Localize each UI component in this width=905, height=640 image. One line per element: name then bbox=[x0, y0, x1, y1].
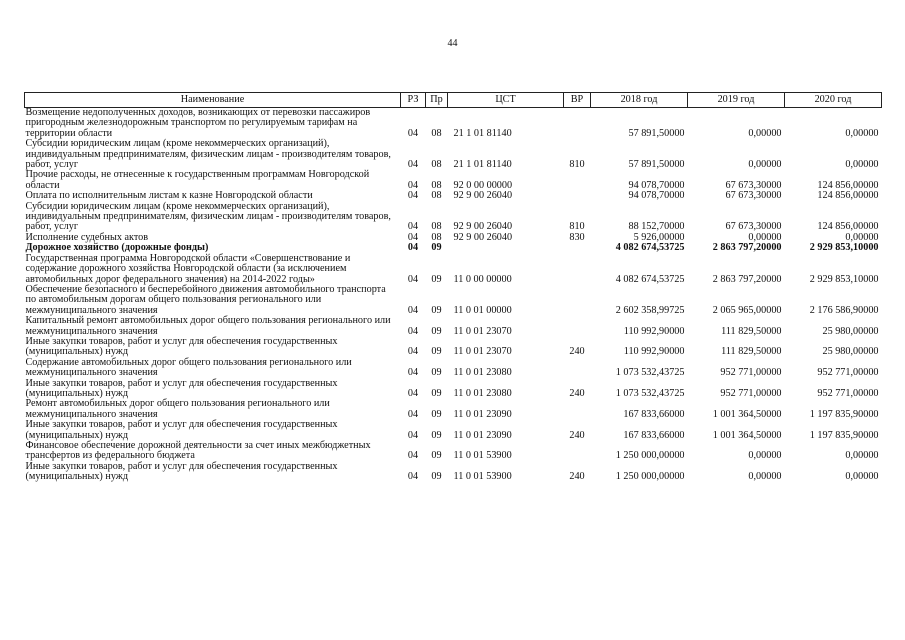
table-row bbox=[25, 441, 882, 462]
table-header-row bbox=[25, 93, 882, 108]
row-vr: 830 bbox=[569, 231, 585, 243]
row-pr: 09 bbox=[431, 408, 442, 420]
row-rz: 04 bbox=[407, 179, 419, 191]
row-name: Прочие расходы, не отнесенные к государственным программам Новгородской области bbox=[25, 169, 370, 191]
row-pr: 08 bbox=[431, 127, 442, 139]
row-2018: 88 152,70000 bbox=[628, 221, 685, 233]
row-cst: 11 0 01 23080 bbox=[453, 367, 512, 379]
row-vr: 810 bbox=[569, 159, 585, 171]
row-vr bbox=[564, 399, 591, 420]
row-pr: 09 bbox=[431, 346, 442, 358]
row-cst: 11 0 01 53900 bbox=[453, 471, 512, 483]
row-2018: 167 833,66000 bbox=[623, 408, 685, 420]
table-row bbox=[25, 285, 882, 316]
row-pr: 08 bbox=[431, 190, 442, 202]
table-row bbox=[25, 462, 882, 483]
header-2019: 2019 год bbox=[688, 93, 785, 108]
row-cst: 11 0 01 23090 bbox=[453, 429, 512, 441]
row-vr: 810 bbox=[569, 221, 585, 233]
row-cst: 11 0 00 00000 bbox=[453, 273, 512, 285]
row-2020: 952 771,00000 bbox=[817, 387, 879, 399]
row-2018: 1 250 000,00000 bbox=[615, 450, 685, 462]
row-vr bbox=[564, 254, 591, 285]
row-cst: 21 1 01 81140 bbox=[453, 127, 512, 139]
row-rz: 04 bbox=[407, 231, 419, 243]
row-vr: 240 bbox=[569, 346, 585, 358]
row-pr: 08 bbox=[431, 159, 442, 171]
row-name: Иные закупки товаров, работ и услуг для обеспечения государственных (муниципальных) нужд bbox=[25, 377, 338, 399]
row-2020: 0,00000 bbox=[845, 450, 879, 462]
row-rz: 04 bbox=[407, 471, 419, 483]
row-name: Иные закупки товаров, работ и услуг для обеспечения государственных (муниципальных) нужд bbox=[25, 460, 338, 483]
table-row bbox=[25, 108, 882, 140]
row-pr: 09 bbox=[431, 304, 442, 316]
row-vr bbox=[564, 441, 591, 462]
row-name: Субсидии юридическим лицам (кроме некоммерческих организаций), индивидуальным предпринимателям, физическим лицам - производителям товаров, работ, услуг bbox=[25, 138, 391, 171]
row-name: Возмещение недополученных доходов, возникающих от перевозки пассажиров пригородным железнодорожным транспортом по регулируемым тарифам на территории области bbox=[25, 107, 371, 139]
row-vr bbox=[564, 191, 591, 201]
row-cst: 11 0 01 23070 bbox=[453, 325, 512, 337]
row-2020: 952 771,00000 bbox=[817, 367, 879, 379]
row-cst: 11 0 01 53900 bbox=[453, 450, 512, 462]
row-rz: 04 bbox=[407, 273, 419, 285]
row-2019: 952 771,00000 bbox=[720, 387, 782, 399]
row-pr: 08 bbox=[431, 221, 442, 233]
row-rz: 04 bbox=[407, 159, 419, 171]
header-pr: Пр bbox=[426, 93, 448, 108]
table-row bbox=[25, 170, 882, 191]
row-2018: 57 891,50000 bbox=[628, 127, 685, 139]
row-2019: 0,00000 bbox=[748, 471, 782, 483]
row-pr: 09 bbox=[431, 387, 442, 399]
row-2020: 124 856,00000 bbox=[817, 221, 879, 233]
row-cst: 11 0 01 23070 bbox=[453, 346, 512, 358]
row-2019: 2 863 797,20000 bbox=[712, 273, 782, 285]
row-rz: 04 bbox=[407, 127, 419, 139]
row-name: Оплата по исполнительным листам к казне Новгородской области bbox=[25, 190, 313, 202]
row-pr: 09 bbox=[431, 429, 442, 441]
row-2018: 4 082 674,53725 bbox=[615, 242, 685, 254]
row-rz: 04 bbox=[407, 190, 419, 202]
row-2019: 111 829,50000 bbox=[721, 346, 782, 358]
row-rz: 04 bbox=[407, 408, 419, 420]
row-rz: 04 bbox=[407, 346, 419, 358]
row-pr: 08 bbox=[431, 231, 442, 243]
row-2019: 0,00000 bbox=[748, 159, 782, 171]
row-name: Содержание автомобильных дорог общего пользования регионального или межмуниципального значения bbox=[25, 356, 352, 379]
row-2018: 110 992,90000 bbox=[623, 325, 685, 337]
row-2019: 67 673,30000 bbox=[725, 190, 782, 202]
row-rz: 04 bbox=[407, 325, 419, 337]
table-row bbox=[25, 358, 882, 379]
header-cst: ЦСТ bbox=[448, 93, 564, 108]
row-vr: 240 bbox=[569, 429, 585, 441]
row-2018: 1 073 532,43725 bbox=[615, 367, 685, 379]
row-name: Государственная программа Новгородской области «Совершенствование и содержание дорожного хозяйства Новгородской области (за исключением автомобильных дорог федерального значения) на 2014-2022 годы» bbox=[25, 252, 351, 285]
row-vr bbox=[564, 170, 591, 191]
table-row bbox=[25, 202, 882, 233]
row-vr: 240 bbox=[569, 387, 585, 399]
row-name: Исполнение судебных актов bbox=[25, 231, 149, 243]
row-name: Капитальный ремонт автомобильных дорог общего пользования регионального или межмуниципального значения bbox=[25, 315, 391, 337]
header-rz: РЗ bbox=[401, 93, 426, 108]
row-pr: 09 bbox=[431, 242, 442, 254]
row-2018: 2 602 358,99725 bbox=[615, 304, 685, 316]
row-2020: 2 929 853,10000 bbox=[809, 242, 879, 254]
row-2019: 67 673,30000 bbox=[725, 179, 782, 191]
row-pr: 09 bbox=[431, 325, 442, 337]
header-vr: ВР bbox=[564, 93, 591, 108]
row-cst: 11 0 01 23090 bbox=[453, 408, 512, 420]
row-2020: 2 929 853,10000 bbox=[809, 273, 879, 285]
page-number: 44 bbox=[447, 38, 458, 49]
row-2019: 1 001 364,50000 bbox=[712, 429, 782, 441]
row-2019: 0,00000 bbox=[748, 450, 782, 462]
budget-table bbox=[24, 92, 882, 483]
row-name: Иные закупки товаров, работ и услуг для обеспечения государственных (муниципальных) нужд bbox=[25, 335, 338, 358]
row-2020: 1 197 835,90000 bbox=[809, 429, 879, 441]
header-name: Наименование bbox=[25, 93, 401, 108]
row-name: Ремонт автомобильных дорог общего пользования регионального или межмуниципального значения bbox=[25, 398, 330, 420]
row-2019: 1 001 364,50000 bbox=[712, 408, 782, 420]
row-2019: 952 771,00000 bbox=[720, 367, 782, 379]
row-2020: 25 980,00000 bbox=[822, 325, 879, 337]
row-2018: 94 078,70000 bbox=[628, 179, 685, 191]
row-rz: 04 bbox=[407, 367, 419, 379]
row-2020: 25 980,00000 bbox=[822, 346, 879, 358]
row-pr: 08 bbox=[431, 179, 442, 191]
row-rz: 04 bbox=[407, 450, 419, 462]
row-rz: 04 bbox=[407, 387, 419, 399]
row-vr bbox=[564, 285, 591, 316]
row-cst: 92 0 00 00000 bbox=[453, 179, 513, 191]
table-row bbox=[25, 316, 882, 337]
row-2018: 5 926,00000 bbox=[633, 231, 685, 243]
row-2020: 0,00000 bbox=[845, 159, 879, 171]
row-pr: 09 bbox=[431, 273, 442, 285]
table-row bbox=[25, 420, 882, 441]
row-vr bbox=[564, 316, 591, 337]
row-cst: 11 0 01 00000 bbox=[453, 304, 512, 316]
row-cst: 21 1 01 81140 bbox=[453, 159, 512, 171]
row-vr bbox=[564, 243, 591, 253]
row-2019: 111 829,50000 bbox=[721, 325, 782, 337]
row-2020: 124 856,00000 bbox=[817, 190, 879, 202]
table-row bbox=[25, 379, 882, 400]
row-2020: 124 856,00000 bbox=[817, 179, 879, 191]
row-2018: 94 078,70000 bbox=[628, 190, 685, 202]
row-cst: 92 9 00 26040 bbox=[453, 231, 513, 243]
row-2020: 2 176 586,90000 bbox=[809, 304, 879, 316]
table-row bbox=[25, 254, 882, 285]
row-2018: 1 073 532,43725 bbox=[615, 387, 685, 399]
row-cst: 92 9 00 26040 bbox=[453, 190, 513, 202]
row-vr bbox=[564, 108, 591, 140]
table-row bbox=[25, 139, 882, 170]
row-pr: 09 bbox=[431, 450, 442, 462]
row-name: Финансовое обеспечение дорожной деятельности за счет иных межбюджетных трансфертов из федерального бюджета bbox=[25, 440, 371, 462]
row-2019: 67 673,30000 bbox=[725, 221, 782, 233]
row-2020: 0,00000 bbox=[845, 471, 879, 483]
row-2018: 110 992,90000 bbox=[623, 346, 685, 358]
row-2019: 2 065 965,00000 bbox=[712, 304, 782, 316]
row-rz: 04 bbox=[407, 304, 419, 316]
table-row bbox=[25, 337, 882, 358]
row-name: Субсидии юридическим лицам (кроме некоммерческих организаций), индивидуальным предпринимателям, физическим лицам - производителям товаров, работ, услуг bbox=[25, 200, 391, 233]
row-2018: 57 891,50000 bbox=[628, 159, 685, 171]
row-vr: 240 bbox=[569, 471, 585, 483]
table-row bbox=[25, 399, 882, 420]
row-pr: 09 bbox=[431, 471, 442, 483]
row-name: Иные закупки товаров, работ и услуг для обеспечения государственных (муниципальных) нужд bbox=[25, 419, 338, 441]
row-cst: 11 0 01 23080 bbox=[453, 387, 512, 399]
row-name: Дорожное хозяйство (дорожные фонды) bbox=[25, 242, 209, 254]
row-name: Обеспечение безопасного и бесперебойного движения автомобильного транспорта по автомобильным дорогам общего пользования регионального или межмуниципального значения bbox=[25, 283, 386, 316]
row-2019: 2 863 797,20000 bbox=[712, 242, 782, 254]
row-rz: 04 bbox=[407, 242, 419, 254]
row-2020: 0,00000 bbox=[845, 231, 879, 243]
header-2018: 2018 год bbox=[591, 93, 688, 108]
row-2019: 0,00000 bbox=[748, 231, 782, 243]
row-2019: 0,00000 bbox=[748, 127, 782, 139]
row-pr: 09 bbox=[431, 367, 442, 379]
row-2018: 167 833,66000 bbox=[623, 429, 685, 441]
row-rz: 04 bbox=[407, 429, 419, 441]
row-2018: 4 082 674,53725 bbox=[615, 273, 685, 285]
row-2020: 0,00000 bbox=[845, 127, 879, 139]
row-2020: 1 197 835,90000 bbox=[809, 408, 879, 420]
row-2018: 1 250 000,00000 bbox=[615, 471, 685, 483]
row-cst bbox=[448, 243, 564, 253]
row-vr bbox=[564, 358, 591, 379]
row-cst: 92 9 00 26040 bbox=[453, 221, 513, 233]
row-rz: 04 bbox=[407, 221, 419, 233]
header-2020: 2020 год bbox=[785, 93, 882, 108]
